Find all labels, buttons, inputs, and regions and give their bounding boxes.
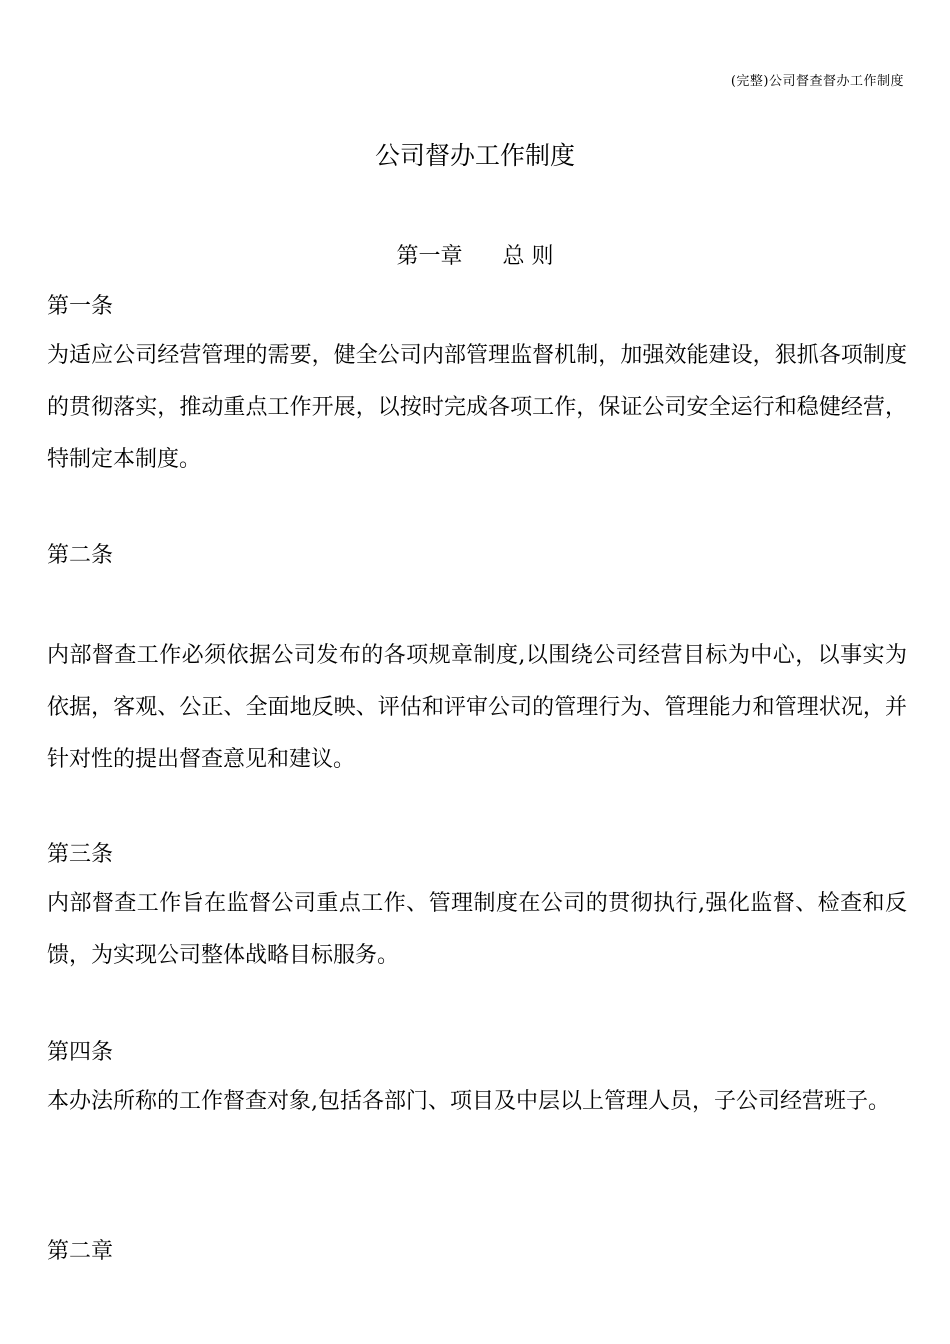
article-4-title: 第四条 (47, 1040, 114, 1065)
chapter-1-name: 总 则 (502, 244, 554, 269)
article-3-title: 第三条 (47, 842, 114, 867)
article-2-title: 第二条 (47, 543, 114, 568)
article-1-body: 为适应公司经营管理的需要，健全公司内部管理监督机制，加强效能建设，狠抓各项制度的贯彻落实，推动重点工作开展，以按时完成各项工作，保证公司安全运行和稳健经营，特制定本制度。 (47, 343, 907, 472)
chapter-1-heading (0, 240, 950, 274)
chapter-1-number: 第一章 (396, 244, 463, 269)
chapter-2-heading: 第二章 (47, 1239, 114, 1264)
document-title: 公司督办工作制度 (374, 141, 575, 170)
running-header: (完整)公司督查督办工作制度 (730, 74, 904, 89)
article-1-title: 第一条 (47, 294, 114, 319)
article-4-body: 本办法所称的工作督查对象,包括各部门、项目及中层以上管理人员，子公司经营班子。 (47, 1089, 890, 1114)
article-2-body: 内部督查工作必须依据公司发布的各项规章制度,以围绕公司经营目标为中心，以事实为依据，客观、公正、全面地反映、评估和评审公司的管理行为、管理能力和管理状况，并针对性的提出督查意见和建议。 (47, 643, 907, 772)
article-3-body: 内部督查工作旨在监督公司重点工作、管理制度在公司的贯彻执行,强化监督、检查和反馈，为实现公司整体战略目标服务。 (47, 891, 907, 968)
